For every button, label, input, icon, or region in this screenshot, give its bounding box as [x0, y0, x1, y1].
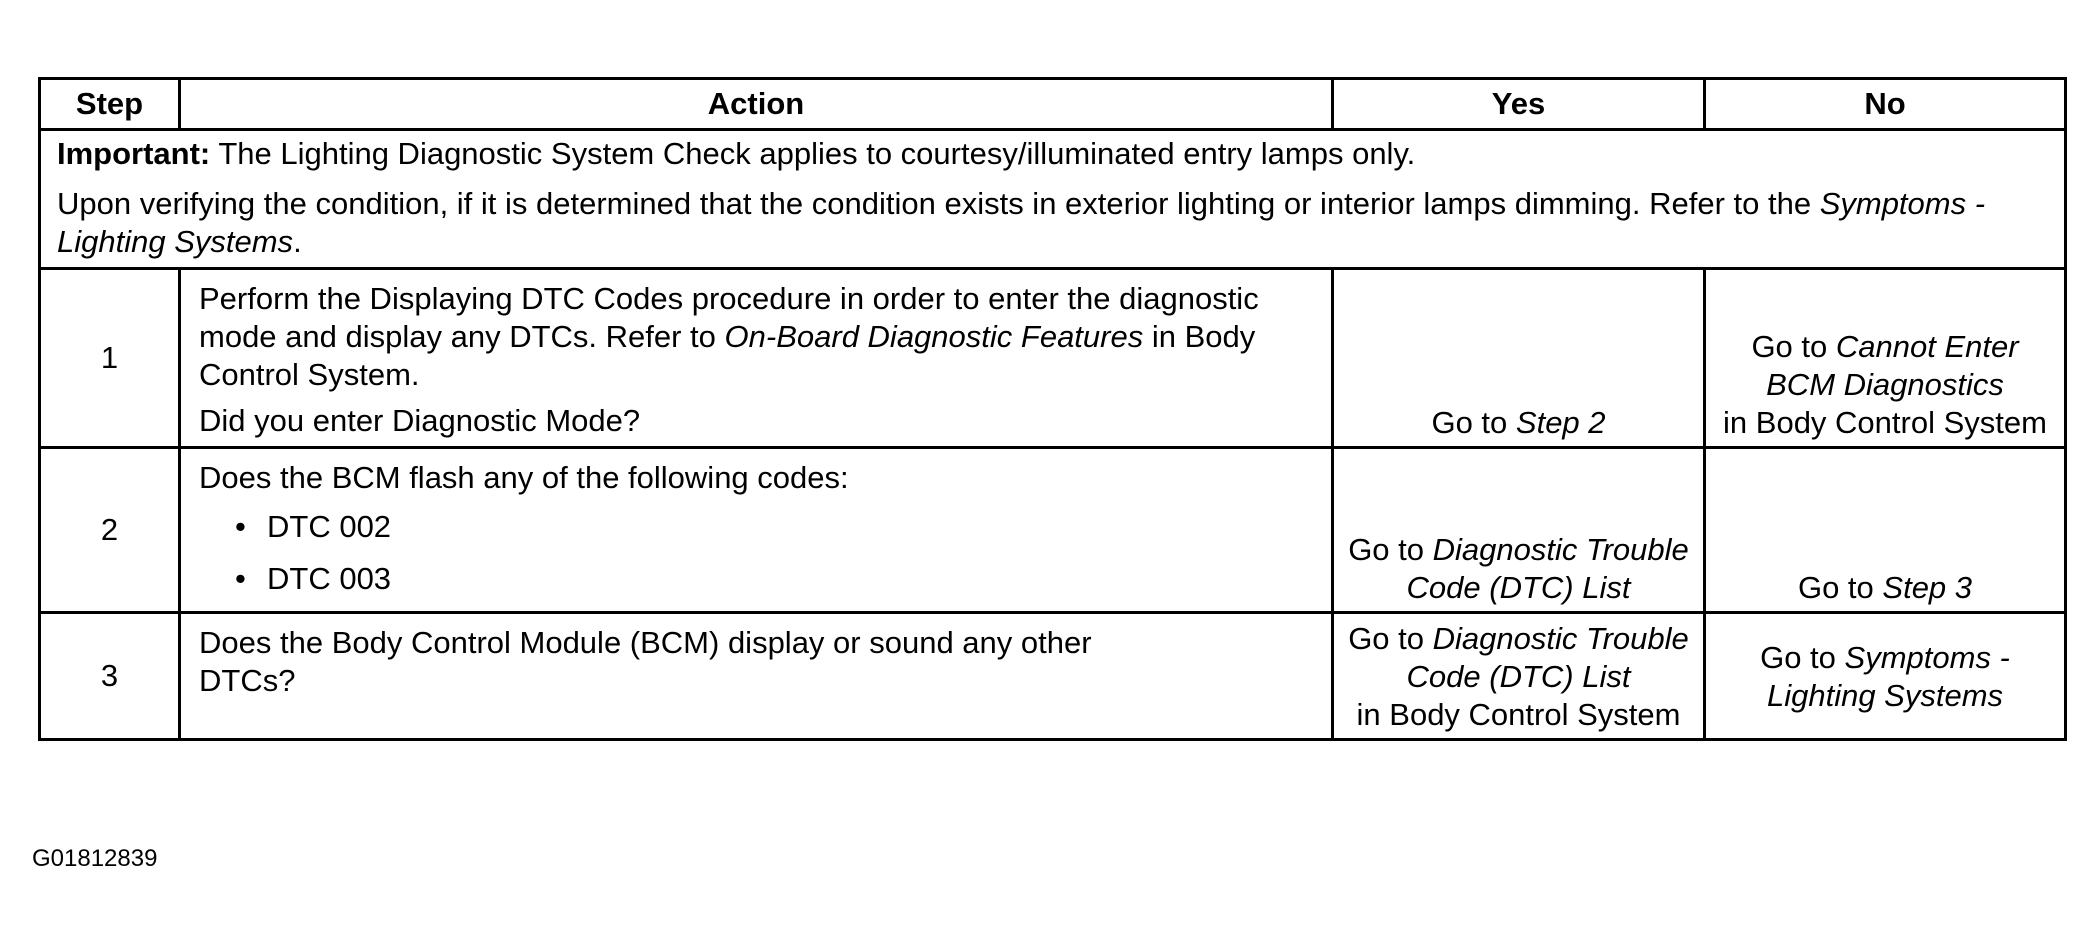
code-label: DTC 003	[267, 561, 392, 596]
table-row	[40, 448, 2066, 613]
no-cell	[1705, 448, 2066, 613]
table-row	[40, 269, 2066, 448]
header-row	[40, 79, 2066, 130]
yes-cell	[1333, 613, 1705, 740]
action-question: Did you enter Diagnostic Mode?	[199, 403, 641, 438]
yes-link: Step 2	[1515, 405, 1606, 440]
code-label: DTC 002	[267, 509, 392, 544]
action-text	[199, 280, 1317, 394]
no-pre: Go to	[1760, 640, 1845, 675]
note-line2-pre: Upon verifying the condition, if it is determined that the condition exists in exterior lighting or interior lamps dimming. Refer to the	[57, 186, 1820, 221]
note-text: The Lighting Diagnostic System Check applies to courtesy/illuminated entry lamps only.	[210, 136, 1416, 171]
header-action: Action	[180, 79, 1333, 130]
note-line2-link: Symptoms - Lighting Systems	[57, 186, 1986, 259]
header-step: Step	[40, 79, 180, 130]
table-row	[40, 613, 2066, 740]
list-item	[235, 553, 1317, 605]
note-line-2	[57, 185, 2048, 261]
step-number: 2	[40, 448, 180, 613]
action-pre: Perform the Displaying DTC Codes procedure in order to enter the diagnostic mode and display any DTCs. Refer to	[199, 281, 1259, 354]
important-note	[40, 130, 2066, 269]
action-question: Does the BCM flash any of the following codes:	[199, 460, 849, 495]
note-line-1	[57, 135, 2048, 173]
note-row	[40, 130, 2066, 269]
yes-pre: Go to	[1348, 532, 1433, 567]
bullet-icon: •	[235, 509, 246, 544]
header-no: No	[1705, 79, 2066, 130]
list-item	[235, 501, 1317, 553]
action-cell	[180, 269, 1333, 448]
bullet-icon: •	[235, 561, 246, 596]
no-link: Symptoms - Lighting Systems	[1766, 640, 2010, 713]
action-post: in Body Control System.	[199, 319, 1256, 392]
action-link: On-Board Diagnostic Features	[724, 319, 1144, 354]
action-question: Does the Body Control Module (BCM) display or sound any other DTCs?	[199, 625, 1092, 698]
no-link: Step 3	[1882, 570, 1973, 605]
step-number: 1	[40, 269, 180, 448]
no-cell	[1705, 269, 2066, 448]
yes-pre: Go to	[1431, 405, 1516, 440]
yes-post: in Body Control System	[1356, 697, 1681, 732]
yes-cell	[1333, 448, 1705, 613]
no-link: Cannot Enter BCM Diagnostics	[1766, 329, 2019, 402]
yes-cell	[1333, 269, 1705, 448]
header-yes: Yes	[1333, 79, 1705, 130]
figure-id: G01812839	[32, 845, 158, 872]
note-line2-post: .	[293, 224, 302, 259]
action-cell	[180, 448, 1333, 613]
yes-pre: Go to	[1348, 621, 1433, 656]
yes-link: Diagnostic Trouble Code (DTC) List	[1406, 532, 1689, 605]
step-number: 3	[40, 613, 180, 740]
action-cell	[180, 613, 1333, 740]
diagnostic-table	[38, 77, 2067, 741]
yes-link: Diagnostic Trouble Code (DTC) List	[1406, 621, 1689, 694]
no-pre: Go to	[1751, 329, 1836, 364]
code-list	[199, 501, 1317, 605]
no-pre: Go to	[1797, 570, 1883, 605]
note-label: Important:	[57, 136, 211, 171]
no-cell	[1705, 613, 2066, 740]
no-post: in Body Control System	[1723, 405, 2047, 440]
